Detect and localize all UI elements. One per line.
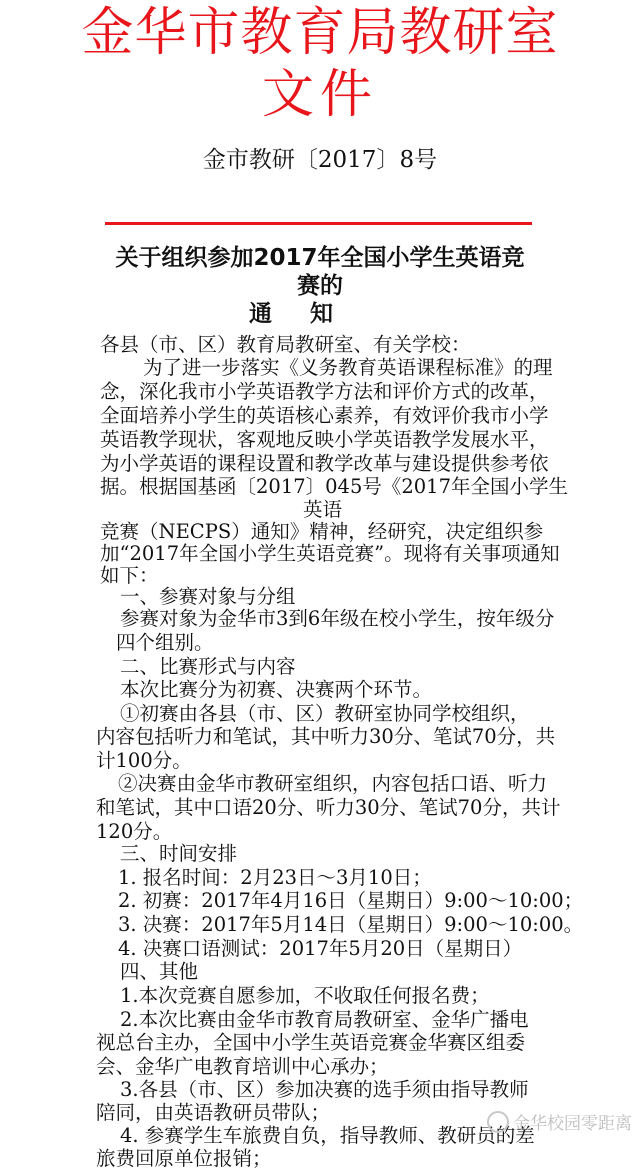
body-line: 和笔试，其中口语20分、听力30分、笔试70分，共计 — [96, 796, 561, 819]
section-heading: 三、时间安排 — [120, 842, 238, 865]
body-line: 1. 报名时间：2月23日～3月10日； — [118, 866, 432, 889]
body-line: 为小学英语的课程设置和教学改革与建设提供参考依 — [100, 452, 549, 475]
body-line: 加“2017年全国小学生英语竞赛”。现将有关事项通知 — [100, 542, 560, 565]
body-line: 2.本次比赛由金华市教育局教研室、金华广播电 — [120, 1008, 529, 1031]
body-line: 2. 初赛：2017年4月16日（星期日）9:00～10:00； — [118, 889, 584, 912]
body-line: 1.本次竞赛自愿参加，不收取任何报名费； — [120, 984, 490, 1007]
body-line: ②决赛由金华市教研室组织，内容包括口语、听力 — [118, 772, 548, 795]
issuer-subtitle: 文件 — [261, 65, 378, 125]
body-line: 念，深化我市小学英语教学方法和评价方式的改革， — [100, 380, 549, 403]
document-number: 金市教研〔2017〕8号 — [202, 147, 438, 173]
body-line: 3.各县（市、区）参加决赛的选手须由指导教师 — [120, 1078, 529, 1101]
body-line: 本次比赛分为初赛、决赛两个环节。 — [120, 678, 433, 701]
watermark — [487, 1109, 632, 1134]
body-line: ①初赛由各县（市、区）教研室协同学校组织， — [120, 702, 530, 725]
body-line: 3. 决赛：2017年5月14日（星期日）9:00～10:00。 — [118, 913, 584, 936]
body-line: 为了进一步落实《义务教育英语课程标准》的理 — [143, 356, 553, 379]
section-heading: 四、其他 — [120, 960, 199, 983]
red-divider — [105, 222, 532, 225]
notice-title-line-3: 通知 — [249, 301, 371, 327]
body-line: 内容包括听力和笔试，其中听力30分、笔试70分，共 — [96, 725, 556, 748]
body-line: 视总台主办，全国中小学生英语竞赛金华赛区组委 — [96, 1031, 526, 1054]
body-line: 据。根据国基函〔2017〕045号《2017年全国小学生 — [100, 475, 568, 498]
body-line: 4. 决赛口语测试：2017年5月20日（星期日） — [118, 937, 523, 960]
body-line: 竞赛（NECPS）通知》精神，经研究，决定组织参 — [100, 520, 544, 543]
section-heading: 一、参赛对象与分组 — [120, 585, 296, 608]
notice-title-line-1: 关于组织参加2017年全国小学生英语竞 — [115, 245, 525, 271]
body-line: 会、金华广电教育培训中心承办； — [96, 1055, 389, 1078]
body-line: 陪同，由英语教研员带队； — [96, 1101, 331, 1124]
body-line: 各县（市、区）教育局教研室、有关学校： — [100, 333, 471, 356]
wechat-logo-icon — [487, 1111, 509, 1133]
section-heading: 二、比赛形式与内容 — [120, 655, 296, 678]
body-line: 四个组别。 — [116, 631, 214, 654]
notice-title-line-2: 赛的 — [297, 273, 343, 299]
body-line: 英语 — [303, 498, 343, 521]
watermark-text: 金华校园零距离 — [513, 1114, 632, 1134]
body-line: 参赛对象为金华市3到6年级在校小学生，按年级分 — [120, 607, 555, 630]
body-line: 全面培养小学生的英语核心素养，有效评价我市小学 — [100, 404, 549, 427]
body-line: 120分。 — [96, 820, 173, 843]
body-line: 计100分。 — [96, 749, 192, 772]
body-line: 旅费回原单位报销； — [96, 1147, 272, 1170]
body-line: 4. 参赛学生车旅费自负，指导教师、教研员的差 — [120, 1124, 535, 1147]
body-line: 英语教学现状，客观地反映小学英语教学发展水平， — [100, 428, 549, 451]
body-line: 如下： — [100, 564, 159, 587]
issuer-title: 金华市教育局教研室 — [81, 3, 559, 63]
